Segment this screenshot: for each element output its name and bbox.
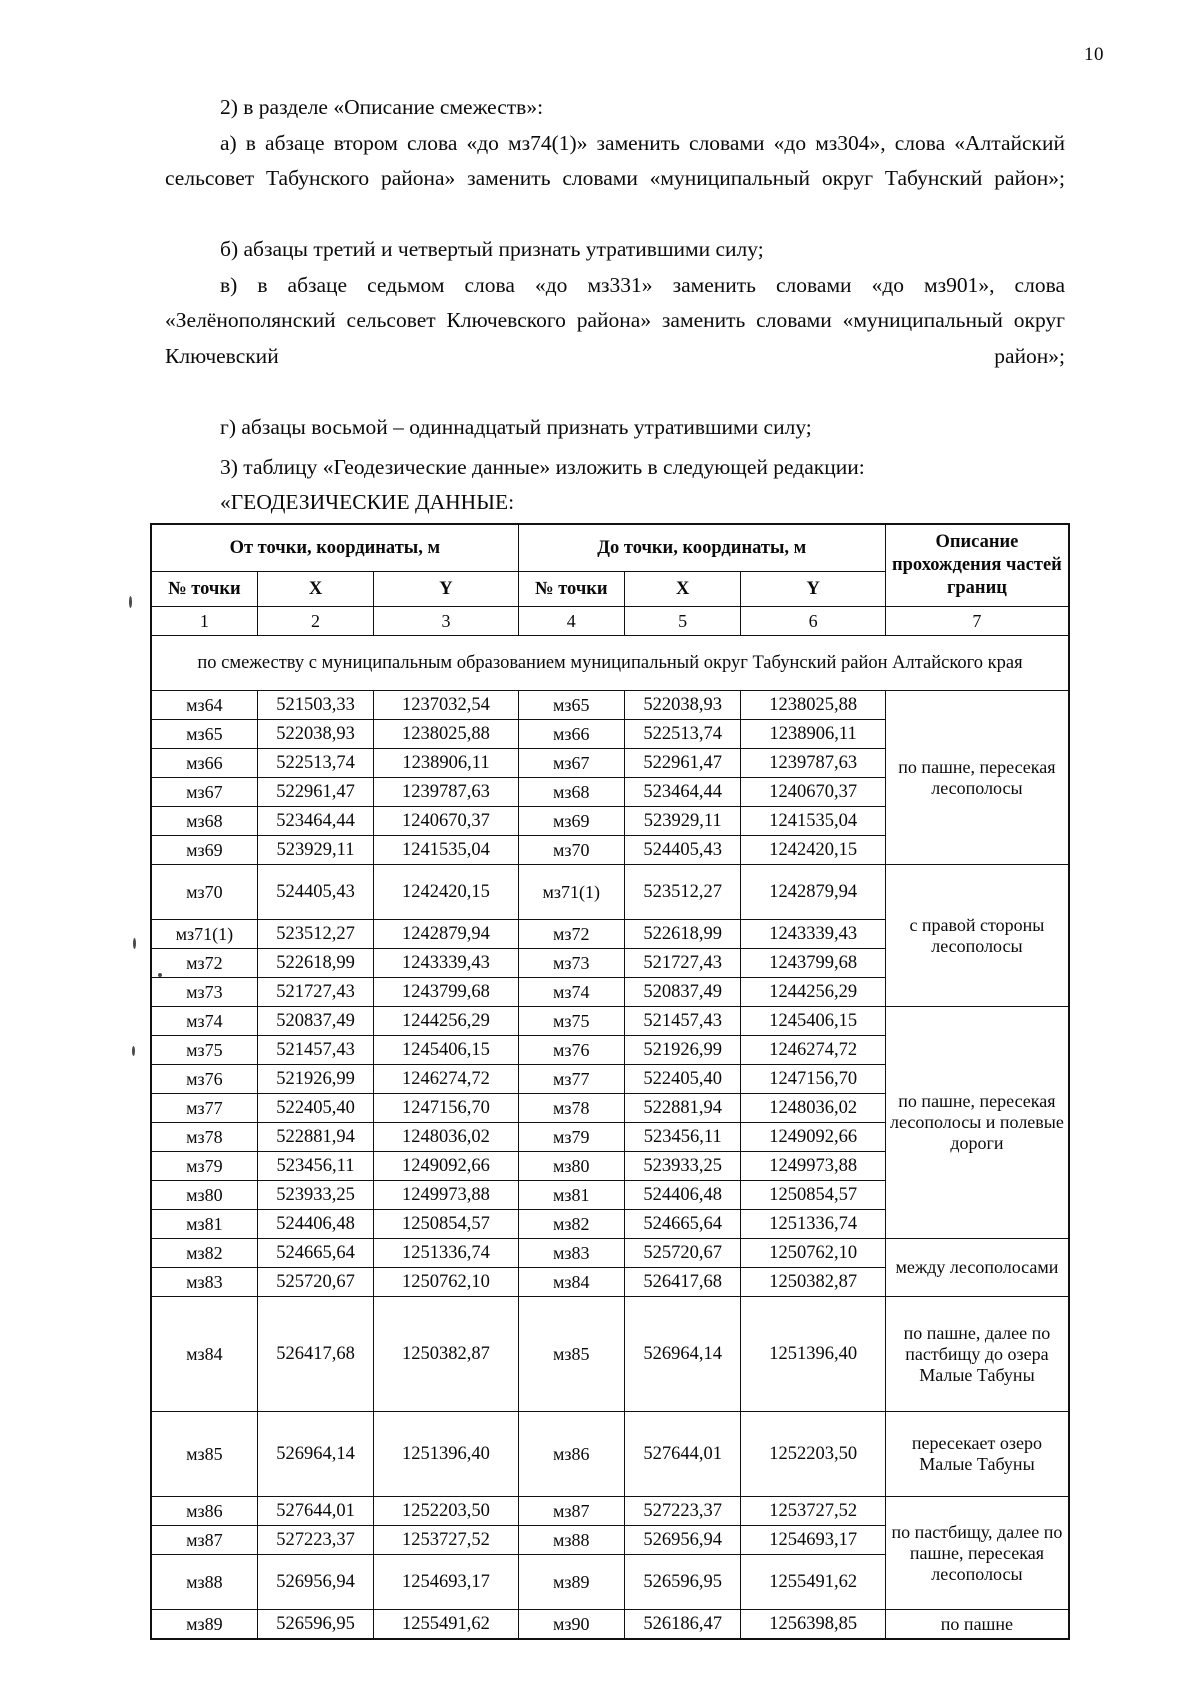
cell-from-point: мз76 — [151, 1065, 257, 1094]
table-intro-line1: 3) таблицу «Геодезические данные» изложить в следующей редакции: — [220, 455, 865, 479]
cell-to-point: мз88 — [518, 1526, 624, 1555]
cell-description: по пашне, пересекая лесополосы — [885, 691, 1069, 865]
cell-to-y: 1254693,17 — [741, 1526, 885, 1555]
cell-to-point: мз84 — [518, 1268, 624, 1297]
cell-to-x: 526964,14 — [624, 1297, 741, 1412]
cell-to-y: 1247156,70 — [741, 1065, 885, 1094]
cell-to-point: мз68 — [518, 778, 624, 807]
cell-from-y: 1248036,02 — [374, 1123, 518, 1152]
table-row — [151, 1497, 1069, 1526]
colnum-6: 6 — [741, 607, 885, 636]
scan-speck — [158, 973, 162, 977]
cell-from-point: мз81 — [151, 1210, 257, 1239]
cell-from-y: 1249973,88 — [374, 1181, 518, 1210]
cell-from-y: 1242879,94 — [374, 920, 518, 949]
cell-to-y: 1256398,85 — [741, 1610, 885, 1640]
page-number: 10 — [1084, 44, 1104, 65]
cell-from-point: мз82 — [151, 1239, 257, 1268]
cell-to-y: 1251336,74 — [741, 1210, 885, 1239]
cell-to-x: 523464,44 — [624, 778, 741, 807]
colnum-7: 7 — [885, 607, 1069, 636]
cell-from-y: 1251396,40 — [374, 1412, 518, 1497]
cell-from-y: 1243339,43 — [374, 949, 518, 978]
cell-to-x: 521727,43 — [624, 949, 741, 978]
paragraph-v: в) в абзаце седьмом слова «до мз331» заменить словами «до мз901», слова «Зелёнополянский сельсовет Ключевского района» заменить словами «муниципальный округ Ключевский район»; — [165, 272, 1065, 368]
cell-to-x: 522961,47 — [624, 749, 741, 778]
table-row — [151, 1007, 1069, 1036]
cell-from-point: мз78 — [151, 1123, 257, 1152]
cell-from-y: 1247156,70 — [374, 1094, 518, 1123]
cell-from-y: 1238906,11 — [374, 749, 518, 778]
paragraph-2: 2) в разделе «Описание смежеств»: — [220, 95, 544, 119]
cell-from-x: 522038,93 — [257, 720, 374, 749]
cell-to-y: 1243799,68 — [741, 949, 885, 978]
cell-from-point: мз79 — [151, 1152, 257, 1181]
table-column-number-row — [151, 607, 1069, 636]
table-intro-block — [165, 450, 1065, 520]
cell-from-x: 525720,67 — [257, 1268, 374, 1297]
cell-to-point: мз85 — [518, 1297, 624, 1412]
cell-from-x: 522405,40 — [257, 1094, 374, 1123]
cell-to-y: 1242420,15 — [741, 836, 885, 865]
cell-to-point: мз70 — [518, 836, 624, 865]
cell-from-x: 524665,64 — [257, 1239, 374, 1268]
cell-to-y: 1253727,52 — [741, 1497, 885, 1526]
cell-to-y: 1249092,66 — [741, 1123, 885, 1152]
cell-description: между лесополосами — [885, 1239, 1069, 1297]
cell-from-x: 526964,14 — [257, 1412, 374, 1497]
cell-to-point: мз65 — [518, 691, 624, 720]
header-to-point: № точки — [518, 572, 624, 607]
cell-from-y: 1242420,15 — [374, 865, 518, 920]
cell-to-point: мз82 — [518, 1210, 624, 1239]
colnum-2: 2 — [257, 607, 374, 636]
cell-from-x: 521457,43 — [257, 1036, 374, 1065]
cell-to-y: 1241535,04 — [741, 807, 885, 836]
cell-to-point: мз77 — [518, 1065, 624, 1094]
table-row — [151, 1297, 1069, 1412]
cell-from-x: 523929,11 — [257, 836, 374, 865]
cell-from-x: 524405,43 — [257, 865, 374, 920]
cell-to-point: мз76 — [518, 1036, 624, 1065]
cell-from-point: мз85 — [151, 1412, 257, 1497]
cell-from-x: 523456,11 — [257, 1152, 374, 1181]
cell-from-y: 1252203,50 — [374, 1497, 518, 1526]
cell-from-point: мз74 — [151, 1007, 257, 1036]
cell-to-x: 523929,11 — [624, 807, 741, 836]
table-section-row — [151, 636, 1069, 691]
cell-from-y: 1239787,63 — [374, 778, 518, 807]
colnum-4: 4 — [518, 607, 624, 636]
cell-to-point: мз86 — [518, 1412, 624, 1497]
cell-to-point: мз75 — [518, 1007, 624, 1036]
cell-to-y: 1246274,72 — [741, 1036, 885, 1065]
paragraph-b: б) абзацы третий и четвертый признать утратившими силу; — [220, 237, 764, 261]
cell-from-point: мз84 — [151, 1297, 257, 1412]
cell-from-point: мз70 — [151, 865, 257, 920]
header-description: Описание прохождения частей границ — [885, 524, 1069, 607]
cell-from-point: мз77 — [151, 1094, 257, 1123]
cell-to-y: 1255491,62 — [741, 1555, 885, 1610]
cell-to-x: 522405,40 — [624, 1065, 741, 1094]
colnum-3: 3 — [374, 607, 518, 636]
cell-from-y: 1250762,10 — [374, 1268, 518, 1297]
cell-to-point: мз71(1) — [518, 865, 624, 920]
cell-from-x: 526596,95 — [257, 1610, 374, 1640]
table-row — [151, 1239, 1069, 1268]
cell-to-x: 526596,95 — [624, 1555, 741, 1610]
cell-from-x: 524406,48 — [257, 1210, 374, 1239]
cell-to-x: 521926,99 — [624, 1036, 741, 1065]
scan-speck — [132, 1046, 135, 1056]
cell-description: по пашне — [885, 1610, 1069, 1640]
cell-from-point: мз72 — [151, 949, 257, 978]
table-group-header-row — [151, 524, 1069, 572]
colnum-5: 5 — [624, 607, 741, 636]
cell-to-y: 1239787,63 — [741, 749, 885, 778]
cell-to-y: 1250762,10 — [741, 1239, 885, 1268]
header-to-group: До точки, координаты, м — [518, 524, 885, 572]
header-from-point: № точки — [151, 572, 257, 607]
cell-to-y: 1238906,11 — [741, 720, 885, 749]
cell-from-x: 521727,43 — [257, 978, 374, 1007]
cell-from-y: 1255491,62 — [374, 1610, 518, 1640]
cell-from-y: 1244256,29 — [374, 1007, 518, 1036]
cell-to-y: 1242879,94 — [741, 865, 885, 920]
cell-to-x: 522038,93 — [624, 691, 741, 720]
cell-from-y: 1253727,52 — [374, 1526, 518, 1555]
table-row — [151, 1610, 1069, 1640]
cell-from-point: мз86 — [151, 1497, 257, 1526]
cell-from-point: мз69 — [151, 836, 257, 865]
cell-from-point: мз71(1) — [151, 920, 257, 949]
cell-from-point: мз64 — [151, 691, 257, 720]
cell-description: с правой стороны лесополосы — [885, 865, 1069, 1007]
table-row — [151, 691, 1069, 720]
cell-description: пересекает озеро Малые Табуны — [885, 1412, 1069, 1497]
cell-from-x: 526956,94 — [257, 1555, 374, 1610]
cell-to-y: 1250854,57 — [741, 1181, 885, 1210]
cell-from-y: 1243799,68 — [374, 978, 518, 1007]
cell-to-point: мз87 — [518, 1497, 624, 1526]
colnum-1: 1 — [151, 607, 257, 636]
cell-to-point: мз67 — [518, 749, 624, 778]
cell-to-x: 524665,64 — [624, 1210, 741, 1239]
cell-to-x: 526186,47 — [624, 1610, 741, 1640]
cell-from-x: 523464,44 — [257, 807, 374, 836]
header-from-group: От точки, координаты, м — [151, 524, 518, 572]
cell-to-point: мз80 — [518, 1152, 624, 1181]
cell-to-x: 525720,67 — [624, 1239, 741, 1268]
cell-to-point: мз81 — [518, 1181, 624, 1210]
cell-to-x: 527223,37 — [624, 1497, 741, 1526]
cell-from-x: 523512,27 — [257, 920, 374, 949]
cell-to-x: 523456,11 — [624, 1123, 741, 1152]
cell-from-y: 1250382,87 — [374, 1297, 518, 1412]
geodesic-data-table — [150, 523, 1070, 1640]
cell-to-point: мз90 — [518, 1610, 624, 1640]
cell-to-y: 1252203,50 — [741, 1412, 885, 1497]
body-text-block — [165, 90, 1065, 445]
cell-from-x: 527644,01 — [257, 1497, 374, 1526]
cell-from-y: 1249092,66 — [374, 1152, 518, 1181]
paragraph-a: а) в абзаце втором слова «до мз74(1)» заменить словами «до мз304», слова «Алтайский сельсовет Табунского района» заменить словами «муниципальный округ Табунский район»; — [165, 130, 1065, 190]
cell-from-point: мз73 — [151, 978, 257, 1007]
table-body — [151, 636, 1069, 1640]
cell-to-x: 522881,94 — [624, 1094, 741, 1123]
cell-from-x: 522881,94 — [257, 1123, 374, 1152]
cell-to-point: мз72 — [518, 920, 624, 949]
cell-from-point: мз83 — [151, 1268, 257, 1297]
cell-from-y: 1251336,74 — [374, 1239, 518, 1268]
cell-to-y: 1244256,29 — [741, 978, 885, 1007]
cell-from-x: 523933,25 — [257, 1181, 374, 1210]
cell-from-point: мз88 — [151, 1555, 257, 1610]
cell-to-x: 526956,94 — [624, 1526, 741, 1555]
cell-to-y: 1251396,40 — [741, 1297, 885, 1412]
paragraph-g: г) абзацы восьмой – одиннадцатый признать утратившими силу; — [220, 414, 812, 439]
cell-from-point: мз68 — [151, 807, 257, 836]
cell-from-y: 1238025,88 — [374, 720, 518, 749]
cell-to-y: 1250382,87 — [741, 1268, 885, 1297]
cell-to-x: 520837,49 — [624, 978, 741, 1007]
cell-to-x: 524405,43 — [624, 836, 741, 865]
cell-from-point: мз75 — [151, 1036, 257, 1065]
cell-to-x: 523933,25 — [624, 1152, 741, 1181]
header-from-y: Y — [374, 572, 518, 607]
header-to-y: Y — [741, 572, 885, 607]
cell-to-y: 1245406,15 — [741, 1007, 885, 1036]
cell-from-y: 1237032,54 — [374, 691, 518, 720]
cell-to-y: 1240670,37 — [741, 778, 885, 807]
cell-from-point: мз66 — [151, 749, 257, 778]
cell-description: по пастбищу, далее по пашне, пересекая лесополосы — [885, 1497, 1069, 1610]
cell-to-x: 527644,01 — [624, 1412, 741, 1497]
cell-description: по пашне, пересекая лесополосы и полевые дороги — [885, 1007, 1069, 1239]
cell-to-x: 526417,68 — [624, 1268, 741, 1297]
cell-description: по пашне, далее по пастбищу до озера Малые Табуны — [885, 1297, 1069, 1412]
cell-from-x: 520837,49 — [257, 1007, 374, 1036]
cell-from-x: 521503,33 — [257, 691, 374, 720]
cell-to-x: 522513,74 — [624, 720, 741, 749]
header-from-x: X — [257, 572, 374, 607]
cell-from-x: 522961,47 — [257, 778, 374, 807]
cell-from-x: 522618,99 — [257, 949, 374, 978]
scan-speck — [129, 596, 132, 608]
cell-to-y: 1243339,43 — [741, 920, 885, 949]
cell-to-point: мз89 — [518, 1555, 624, 1610]
cell-to-point: мз79 — [518, 1123, 624, 1152]
cell-to-x: 521457,43 — [624, 1007, 741, 1036]
cell-from-x: 521926,99 — [257, 1065, 374, 1094]
cell-from-y: 1246274,72 — [374, 1065, 518, 1094]
cell-from-y: 1245406,15 — [374, 1036, 518, 1065]
cell-to-point: мз74 — [518, 978, 624, 1007]
cell-to-y: 1238025,88 — [741, 691, 885, 720]
cell-from-y: 1250854,57 — [374, 1210, 518, 1239]
cell-from-point: мз89 — [151, 1610, 257, 1640]
cell-from-y: 1240670,37 — [374, 807, 518, 836]
cell-to-x: 524406,48 — [624, 1181, 741, 1210]
cell-to-point: мз78 — [518, 1094, 624, 1123]
cell-to-y: 1249973,88 — [741, 1152, 885, 1181]
cell-from-point: мз65 — [151, 720, 257, 749]
cell-from-y: 1241535,04 — [374, 836, 518, 865]
cell-from-point: мз67 — [151, 778, 257, 807]
cell-from-point: мз87 — [151, 1526, 257, 1555]
cell-from-x: 527223,37 — [257, 1526, 374, 1555]
cell-to-point: мз73 — [518, 949, 624, 978]
cell-from-x: 526417,68 — [257, 1297, 374, 1412]
section-title: по смежеству с муниципальным образованием муниципальный округ Табунский район Алтайского края — [151, 636, 1069, 691]
cell-from-x: 522513,74 — [257, 749, 374, 778]
cell-to-point: мз69 — [518, 807, 624, 836]
cell-to-y: 1248036,02 — [741, 1094, 885, 1123]
table-intro-line2: «ГЕОДЕЗИЧЕСКИЕ ДАННЫЕ: — [220, 490, 515, 514]
table-row — [151, 1412, 1069, 1497]
header-to-x: X — [624, 572, 741, 607]
cell-to-point: мз83 — [518, 1239, 624, 1268]
scan-speck — [133, 938, 136, 949]
table-row — [151, 865, 1069, 920]
cell-to-x: 523512,27 — [624, 865, 741, 920]
cell-from-point: мз80 — [151, 1181, 257, 1210]
cell-to-point: мз66 — [518, 720, 624, 749]
cell-to-x: 522618,99 — [624, 920, 741, 949]
cell-from-y: 1254693,17 — [374, 1555, 518, 1610]
